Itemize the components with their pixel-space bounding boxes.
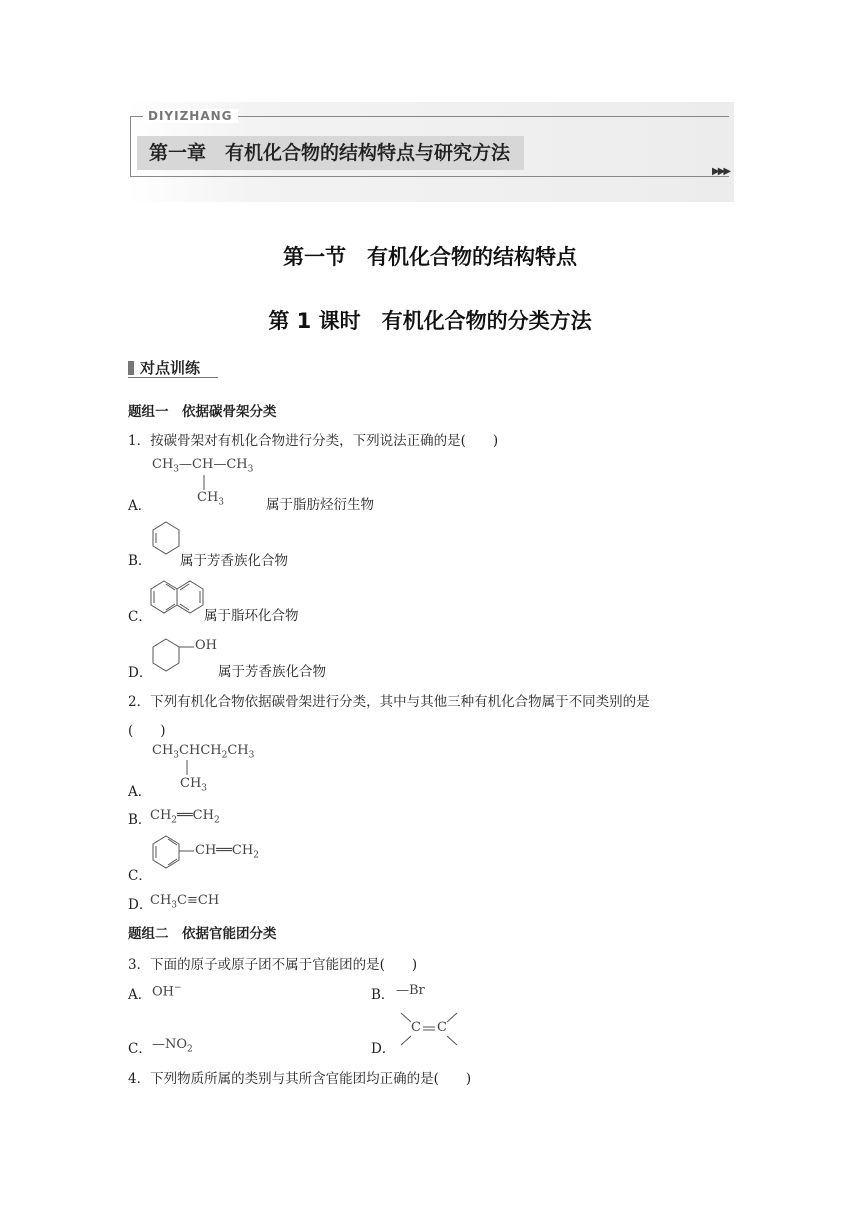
q3-b-label: B． bbox=[371, 987, 395, 1003]
q1-c-text: 属于脂环化合物 bbox=[204, 608, 299, 624]
q2-stem: 2．下列有机化合物依据碳骨架进行分类，其中与其他三种有机化合物属于不同类别的是 bbox=[128, 694, 650, 710]
q3-c-label: C． bbox=[128, 1041, 152, 1057]
q2-b-structure: $CH_2══CH_2$ bbox=[150, 808, 220, 826]
q1-b-label: B． bbox=[128, 553, 152, 569]
q2-d-structure: $CH_3C\equiv CH$ bbox=[150, 893, 220, 911]
q2-b-label: B． bbox=[128, 812, 152, 828]
q4-stem: 4．下列物质所属的类别与其所含官能团均正确的是( ) bbox=[128, 1071, 472, 1087]
q1-b-text: 属于芳香族化合物 bbox=[180, 553, 288, 569]
q1-a-text: 属于脂肪烃衍生物 bbox=[266, 497, 374, 513]
q1-stem: 1．按碳骨架对有机化合物进行分类，下列说法正确的是( ) bbox=[128, 433, 499, 449]
training-label: 对点训练 bbox=[140, 359, 201, 377]
q1-d-group: OH bbox=[195, 638, 217, 653]
group2-title: 题组二 依据官能团分类 bbox=[128, 926, 277, 942]
q2-a-structure-top: $CH_3CHCH_2CH_3$ bbox=[152, 743, 255, 761]
q2-a-label: A． bbox=[128, 784, 152, 800]
q3-c-structure: $—NO_2$ bbox=[152, 1037, 193, 1055]
q3-b-text: —Br bbox=[396, 983, 425, 998]
q2-d-label: D． bbox=[128, 897, 153, 913]
q2-a-structure-branch: $CH_3$ bbox=[180, 776, 208, 794]
q1-a-label: A． bbox=[128, 498, 152, 514]
q1-a-structure-top: $CH_3—CH—CH_3$ bbox=[152, 457, 254, 475]
group1-title: 题组一 依据碳骨架分类 bbox=[128, 404, 277, 420]
training-underline bbox=[128, 377, 218, 378]
chapter-pinyin: DIYIZHANG bbox=[143, 109, 238, 123]
q3-d-label: D． bbox=[371, 1041, 396, 1057]
q3-stem: 3．下面的原子或原子团不属于官能团的是( ) bbox=[128, 957, 418, 973]
q1-d-text: 属于芳香族化合物 bbox=[218, 664, 326, 680]
section-title: 第一节 有机化合物的结构特点 bbox=[283, 245, 577, 269]
q3-d-c1: C bbox=[411, 1020, 421, 1035]
q3-d-c2: C bbox=[437, 1020, 447, 1035]
q3-d-alkene bbox=[0, 0, 1, 1]
q2-paren: ( ) bbox=[128, 723, 166, 739]
q1-d-label: D． bbox=[128, 665, 153, 681]
arrows-icon: ▶▶▶ bbox=[712, 166, 730, 177]
q1-a-structure-branch: $CH_3$ bbox=[197, 490, 225, 508]
q2-c-label: C． bbox=[128, 868, 152, 884]
chapter-title: 第一章 有机化合物的结构特点与研究方法 bbox=[137, 136, 524, 170]
lesson-title: 第 1 课时 有机化合物的分类方法 bbox=[268, 309, 592, 333]
q2-c-structure: $CH══CH_2$ bbox=[195, 843, 259, 861]
training-icon bbox=[128, 361, 134, 375]
q1-c-label: C． bbox=[128, 609, 152, 625]
q3-a-structure: OH− bbox=[152, 983, 182, 1000]
q3-a-label: A． bbox=[128, 987, 152, 1003]
